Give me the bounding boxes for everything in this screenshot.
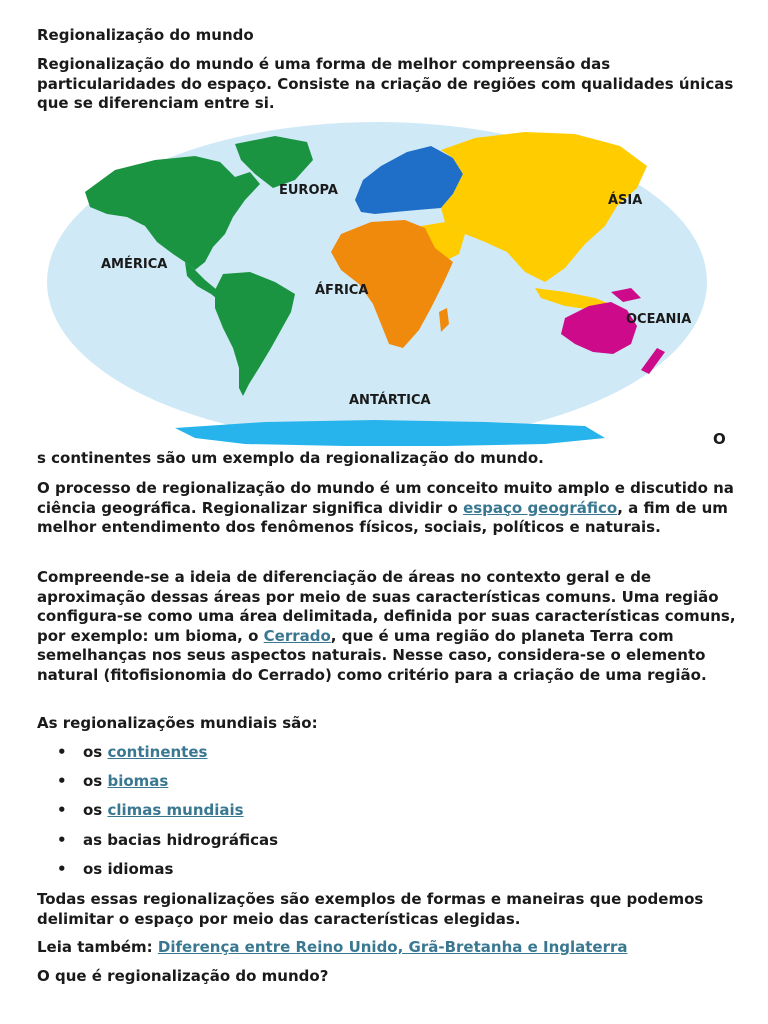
- list-item-prefix: os: [83, 801, 108, 819]
- paragraph-text: , a fim de um melhor entendimento dos fenômenos físicos, sociais, políticos e naturais.: [37, 498, 728, 536]
- label-africa: ÁFRICA: [315, 283, 369, 298]
- read-also: [37, 938, 737, 958]
- paragraph-processo: [37, 479, 737, 538]
- paragraph-compreende: [37, 568, 737, 685]
- link-espaco-geografico[interactable]: espaço geográfico: [463, 498, 618, 517]
- link-climas-mundiais[interactable]: climas mundiais: [107, 801, 244, 819]
- world-continents-map: [45, 122, 710, 447]
- intro-paragraph: Regionalização do mundo é uma forma de melhor compreensão das particularidades do espaço. Consiste na criação de regiões com qualidades únicas que se diferenciam entre si.: [37, 55, 734, 112]
- antarctica-shape: [175, 420, 605, 446]
- link-cerrado[interactable]: Cerrado: [263, 626, 331, 645]
- read-also-prefix: Leia também:: [37, 938, 158, 956]
- link-reino-unido[interactable]: Diferença entre Reino Unido, Grã-Bretanha e Inglaterra: [157, 938, 628, 956]
- label-oceania: OCEANIA: [626, 312, 692, 327]
- label-america: AMÉRICA: [101, 257, 168, 272]
- map-caption: s continentes são um exemplo da regionalização do mundo.: [37, 449, 544, 467]
- label-antartica: ANTÁRTICA: [349, 393, 431, 408]
- label-asia: ÁSIA: [608, 193, 643, 208]
- label-europa: EUROPA: [279, 183, 338, 198]
- bullet: •: [57, 860, 67, 878]
- link-biomas[interactable]: biomas: [107, 772, 169, 790]
- paragraph-todas: Todas essas regionalizações são exemplos de formas e maneiras que podemos delimitar o espaço por meio das características elegidas.: [37, 890, 704, 928]
- article-title: Regionalização do mundo: [37, 26, 254, 44]
- list-item-text: os idiomas: [83, 860, 174, 878]
- list-intro: As regionalizações mundiais são:: [37, 714, 318, 732]
- paragraph-text: Compreende-se a ideia de diferenciação de áreas no contexto geral e de aproximação dessas áreas por meio de suas características comuns. Uma região configura-se como uma área delimitada, definida por suas características comuns, por exemplo: um bioma, o: [37, 568, 736, 645]
- bullet: •: [57, 801, 67, 819]
- paragraph-text: O processo de regionalização do mundo é um conceito muito amplo e discutido na ciência geográfica. Regionalizar significa dividir o: [37, 479, 734, 517]
- bullet: •: [57, 772, 67, 790]
- bullet: •: [57, 743, 67, 761]
- bullet: •: [57, 831, 67, 849]
- paragraph-text: , que é uma região do planeta Terra com semelhanças nos seus aspectos naturais. Nesse caso, considera-se o elemento natural (fitofisionomia do Cerrado) como critério para a criação de uma região.: [37, 626, 707, 684]
- section-heading: O que é regionalização do mundo?: [37, 967, 329, 985]
- list-item-prefix: os: [83, 772, 108, 790]
- list-item-prefix: os: [83, 743, 108, 761]
- link-continentes[interactable]: continentes: [107, 743, 208, 761]
- caption-first-letter: O: [713, 430, 726, 448]
- list-item-text: as bacias hidrográficas: [83, 831, 279, 849]
